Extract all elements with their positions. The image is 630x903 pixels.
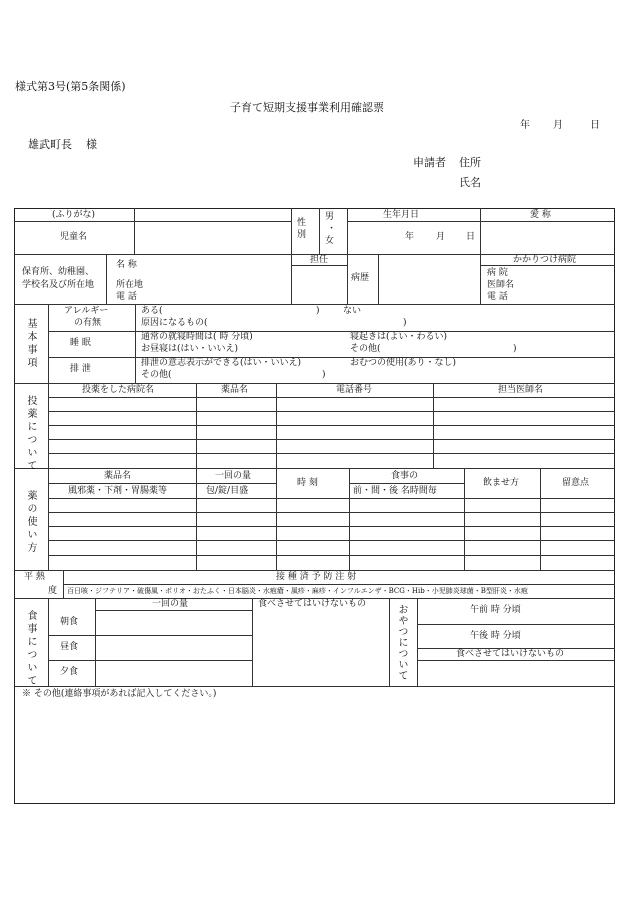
clinic-label: かかりつけ病院 bbox=[513, 255, 577, 265]
furigana-label: (ふりがな) bbox=[52, 210, 96, 220]
date-month: 月 bbox=[553, 120, 563, 131]
basic-section-label: 基本事項 bbox=[25, 318, 36, 370]
birth-month: 月 bbox=[436, 232, 446, 242]
excretion-diaper: おむつの使用(あり・なし) bbox=[350, 358, 457, 368]
form-title: 子育て短期支援事業利用確認票 bbox=[230, 101, 384, 114]
allergy-cause: 原因になるもの( bbox=[141, 318, 208, 328]
date-year: 年 bbox=[520, 120, 530, 131]
meals-forbidden-header: 食べさせてはいけないもの bbox=[258, 599, 367, 609]
excretion-intent: 排泄の意志表示ができる(はい・いいえ) bbox=[141, 358, 302, 368]
usage-dose-examples: 包/錠/目盛 bbox=[206, 486, 249, 496]
meals-amount-header: 一回の量 bbox=[152, 599, 189, 609]
meal-dinner: 夕食 bbox=[60, 667, 79, 677]
clinic-phone-label: 電 話 bbox=[487, 292, 508, 302]
usage-dose-header: 一回の量 bbox=[215, 471, 252, 481]
addressee-suffix: 様 bbox=[86, 138, 97, 151]
excretion-other-close: ) bbox=[322, 370, 326, 380]
allergy-yes-close: ) bbox=[316, 306, 320, 316]
meal-lunch: 昼食 bbox=[60, 642, 79, 652]
usage-meal-options: 前・間・後 名時間毎 bbox=[353, 486, 437, 496]
birth-day: 日 bbox=[466, 232, 476, 242]
meals-section-label: 食事について bbox=[25, 610, 36, 688]
medication-section-label: 投薬について bbox=[25, 395, 36, 473]
school-phone-label: 電 話 bbox=[116, 292, 137, 302]
medication-drug-header: 薬品名 bbox=[221, 385, 249, 395]
nickname-label: 愛 称 bbox=[530, 210, 551, 220]
sleep-wake: 寝起きは(よい・わるい) bbox=[350, 332, 448, 342]
school-label-2: 学校名及び所在地 bbox=[22, 280, 95, 290]
teacher-label: 担任 bbox=[310, 255, 329, 265]
school-label-1: 保育所、幼稚園、 bbox=[22, 267, 95, 277]
usage-timing-header: 時 刻 bbox=[297, 478, 318, 488]
allergy-no: ない bbox=[343, 306, 362, 316]
usage-section-label: 薬の使い方 bbox=[25, 490, 36, 555]
medication-hospital-header: 投薬をした病院名 bbox=[82, 385, 155, 395]
medication-phone-header: 電話番号 bbox=[336, 385, 373, 395]
sleep-time: 通常の就寝時間は( 時 分頃) bbox=[141, 332, 253, 342]
sleep-other-close: ) bbox=[513, 344, 517, 354]
address-label: 住所 bbox=[459, 156, 481, 169]
usage-notes-header: 留意点 bbox=[562, 478, 590, 488]
sleep-other: その他( bbox=[350, 344, 381, 354]
usage-meal-header: 食事の bbox=[391, 471, 419, 481]
birth-label: 生年月日 bbox=[383, 210, 420, 220]
sleep-label: 睡 眠 bbox=[70, 338, 91, 348]
sex-male: 男 bbox=[325, 212, 335, 222]
form-number: 様式第3号(第5条関係) bbox=[15, 80, 126, 93]
vaccine-header: 接 種 済 予 防 注 射 bbox=[276, 572, 357, 582]
sex-label-1: 性 bbox=[297, 218, 307, 228]
child-name-label: 児童名 bbox=[60, 232, 88, 242]
excretion-other: その他( bbox=[141, 370, 172, 380]
snack-forbidden: 食べさせてはいけないもの bbox=[456, 649, 565, 659]
school-name-label: 名 称 bbox=[116, 260, 137, 270]
other-notes-label: ※ その他(連絡事項があれば記入してください。) bbox=[22, 689, 217, 699]
birth-year: 年 bbox=[405, 232, 415, 242]
allergy-label-1: アレルギー bbox=[64, 306, 109, 316]
vaccine-list: 百日咳・ジフテリア・破傷風・ポリオ・おたふく・日本脳炎・水疱瘡・風疹・麻疹・インフルエンザ・BCG・Hib・小児肺炎球菌・B型肝炎・水疱 bbox=[67, 587, 528, 595]
usage-how-header: 飲ませ方 bbox=[483, 478, 520, 488]
date-day: 日 bbox=[590, 120, 600, 131]
allergy-label-2: の有無 bbox=[74, 318, 102, 328]
snack-section-label: おやつについて bbox=[396, 604, 407, 681]
name-label: 氏名 bbox=[459, 176, 481, 189]
allergy-yes: ある( bbox=[141, 306, 163, 316]
clinic-doctor-label: 医師名 bbox=[487, 280, 515, 290]
applicant-label: 申請者 bbox=[413, 156, 446, 169]
school-location-label: 所在地 bbox=[116, 280, 144, 290]
usage-drug-header: 薬品名 bbox=[104, 471, 132, 481]
sex-label-2: 別 bbox=[297, 230, 307, 240]
sex-dot: ・ bbox=[327, 224, 337, 234]
meal-breakfast: 朝食 bbox=[60, 617, 79, 627]
medication-doctor-header: 担当医師名 bbox=[498, 385, 544, 395]
snack-pm: 午後 時 分頃 bbox=[470, 631, 521, 641]
temperature-label: 平 熱 bbox=[24, 572, 45, 582]
history-label: 病歴 bbox=[351, 273, 370, 283]
addressee: 雄武町長 bbox=[28, 138, 72, 151]
excretion-label: 排 泄 bbox=[70, 364, 91, 374]
snack-am: 午前 時 分頃 bbox=[470, 605, 521, 615]
clinic-hospital-label: 病 院 bbox=[487, 268, 508, 278]
form-table bbox=[14, 208, 615, 804]
allergy-cause-close: ) bbox=[403, 318, 407, 328]
usage-drug-examples: 風邪薬・下剤・胃腸薬等 bbox=[68, 486, 168, 496]
temperature-unit: 度 bbox=[48, 586, 58, 596]
sleep-nap: お昼寝は(はい・いいえ) bbox=[141, 344, 239, 354]
sex-female: 女 bbox=[325, 236, 335, 246]
